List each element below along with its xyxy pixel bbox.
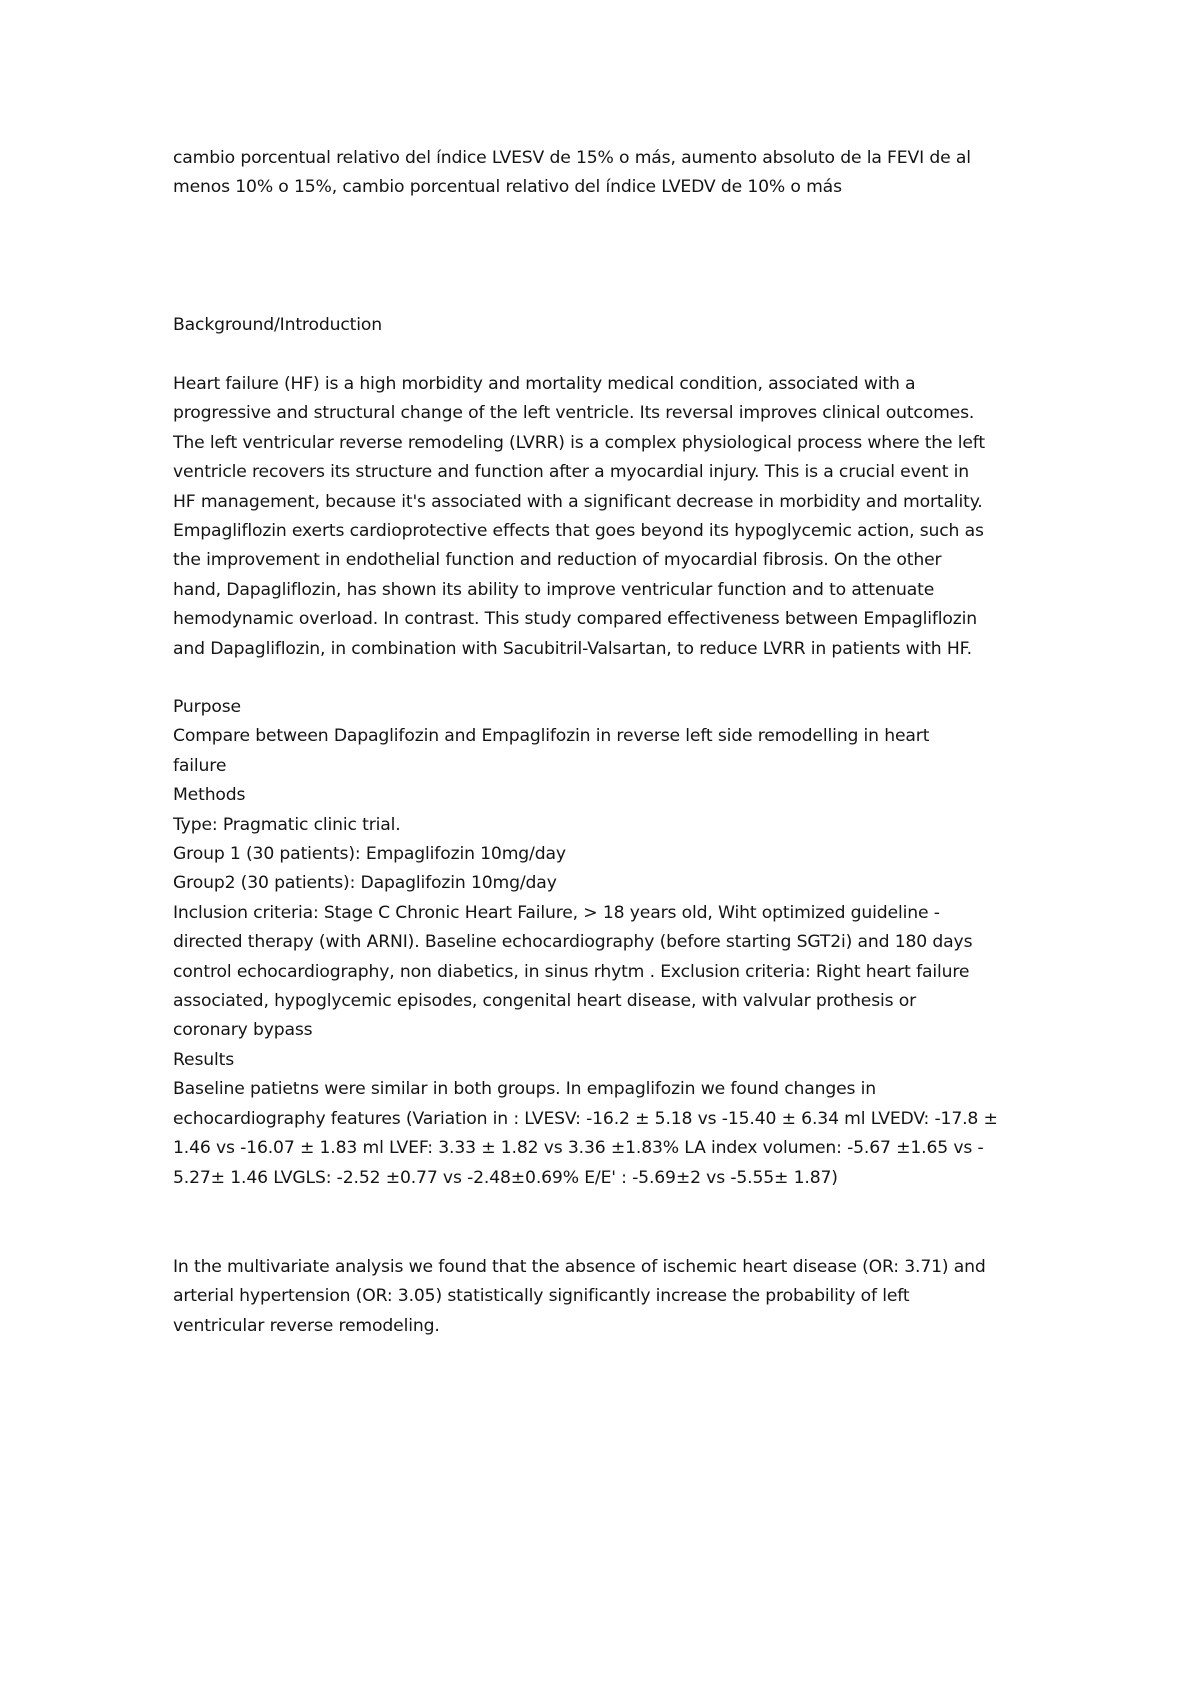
paragraph-line: Group2 (30 patients): Dapaglifozin 10mg/day [173,873,557,894]
paragraph-line: associated, hypoglycemic episodes, congenital heart disease, with valvular prothesis or [173,991,917,1012]
paragraph-line: Group 1 (30 patients): Empaglifozin 10mg/day [173,844,566,865]
paragraph-line: ventricle recovers its structure and function after a myocardial injury. This is a crucial event in [173,462,970,483]
methods-heading: Methods [173,785,246,806]
paragraph-line: 5.27± 1.46 LVGLS: -2.52 ±0.77 vs -2.48±0.69% E/E' : -5.69±2 vs -5.55± 1.87) [173,1167,838,1188]
paragraph-line: cambio porcentual relativo del índice LVESV de 15% o más, aumento absoluto de la FEVI de al [173,148,971,168]
spanish-intro-paragraph [173,144,1053,203]
paragraph-line: In the multivariate analysis we found that the absence of ischemic heart disease (OR: 3.71) and [173,1257,986,1277]
paragraph-line: menos 10% o 15%, cambio porcentual relativo del índice LVEDV de 10% o más [173,177,842,198]
paragraph-line: Type: Pragmatic clinic trial. [173,814,401,835]
paragraph-line: failure [173,755,227,776]
paragraph-line: 1.46 vs -16.07 ± 1.83 ml LVEF: 3.33 ± 1.82 vs 3.36 ±1.83% LA index volumen: -5.67 ±1.65 vs - [173,1138,984,1159]
background-heading: Background/Introduction [173,315,382,335]
background-paragraph [173,370,1053,664]
results-heading: Results [173,1049,235,1070]
paragraph-line: Inclusion criteria: Stage C Chronic Heart Failure, > 18 years old, Wiht optimized guideline - [173,902,940,923]
paragraph-line: the improvement in endothelial function and reduction of myocardial fibrosis. On the other [173,550,942,571]
paragraph-line: progressive and structural change of the left ventricle. Its reversal improves clinical outcomes. [173,403,975,424]
paragraph-line: control echocardiography, non diabetics, in sinus rhytm . Exclusion criteria: Right heart failure [173,961,970,982]
paragraph-line: ventricular reverse remodeling. [173,1315,440,1336]
paragraph-line: hand, Dapagliflozin, has shown its ability to improve ventricular function and to attenuate [173,579,935,600]
paragraph-line: coronary bypass [173,1020,313,1041]
paragraph-line: Baseline patietns were similar in both groups. In empaglifozin we found changes in [173,1079,877,1100]
multivariate-paragraph [173,1253,1053,1341]
paragraph-line: Heart failure (HF) is a high morbidity and mortality medical condition, associated with a [173,374,916,394]
paragraph-line: Compare between Dapaglifozin and Empaglifozin in reverse left side remodelling in heart [173,726,930,747]
abstract-sections [173,693,1053,1193]
background-section-heading-block [173,311,1053,340]
paragraph-line: and Dapagliflozin, in combination with Sacubitril-Valsartan, to reduce LVRR in patients with HF. [173,638,972,659]
paragraph-line: arterial hypertension (OR: 3.05) statistically significantly increase the probability of left [173,1286,910,1307]
purpose-heading: Purpose [173,697,241,717]
paragraph-line: hemodynamic overload. In contrast. This study compared effectiveness between Empagliflozin [173,609,978,630]
paragraph-line: The left ventricular reverse remodeling (LVRR) is a complex physiological process where the left [173,432,985,453]
paragraph-line: directed therapy (with ARNI). Baseline echocardiography (before starting SGT2i) and 180 days [173,932,973,953]
paragraph-line: echocardiography features (Variation in : LVESV: -16.2 ± 5.18 vs -15.40 ± 6.34 ml LVEDV: -17.8 ± [173,1108,998,1129]
paragraph-line: HF management, because it's associated with a significant decrease in morbidity and mortality. [173,491,983,512]
paragraph-line: Empagliflozin exerts cardioprotective effects that goes beyond its hypoglycemic action, such as [173,521,984,542]
